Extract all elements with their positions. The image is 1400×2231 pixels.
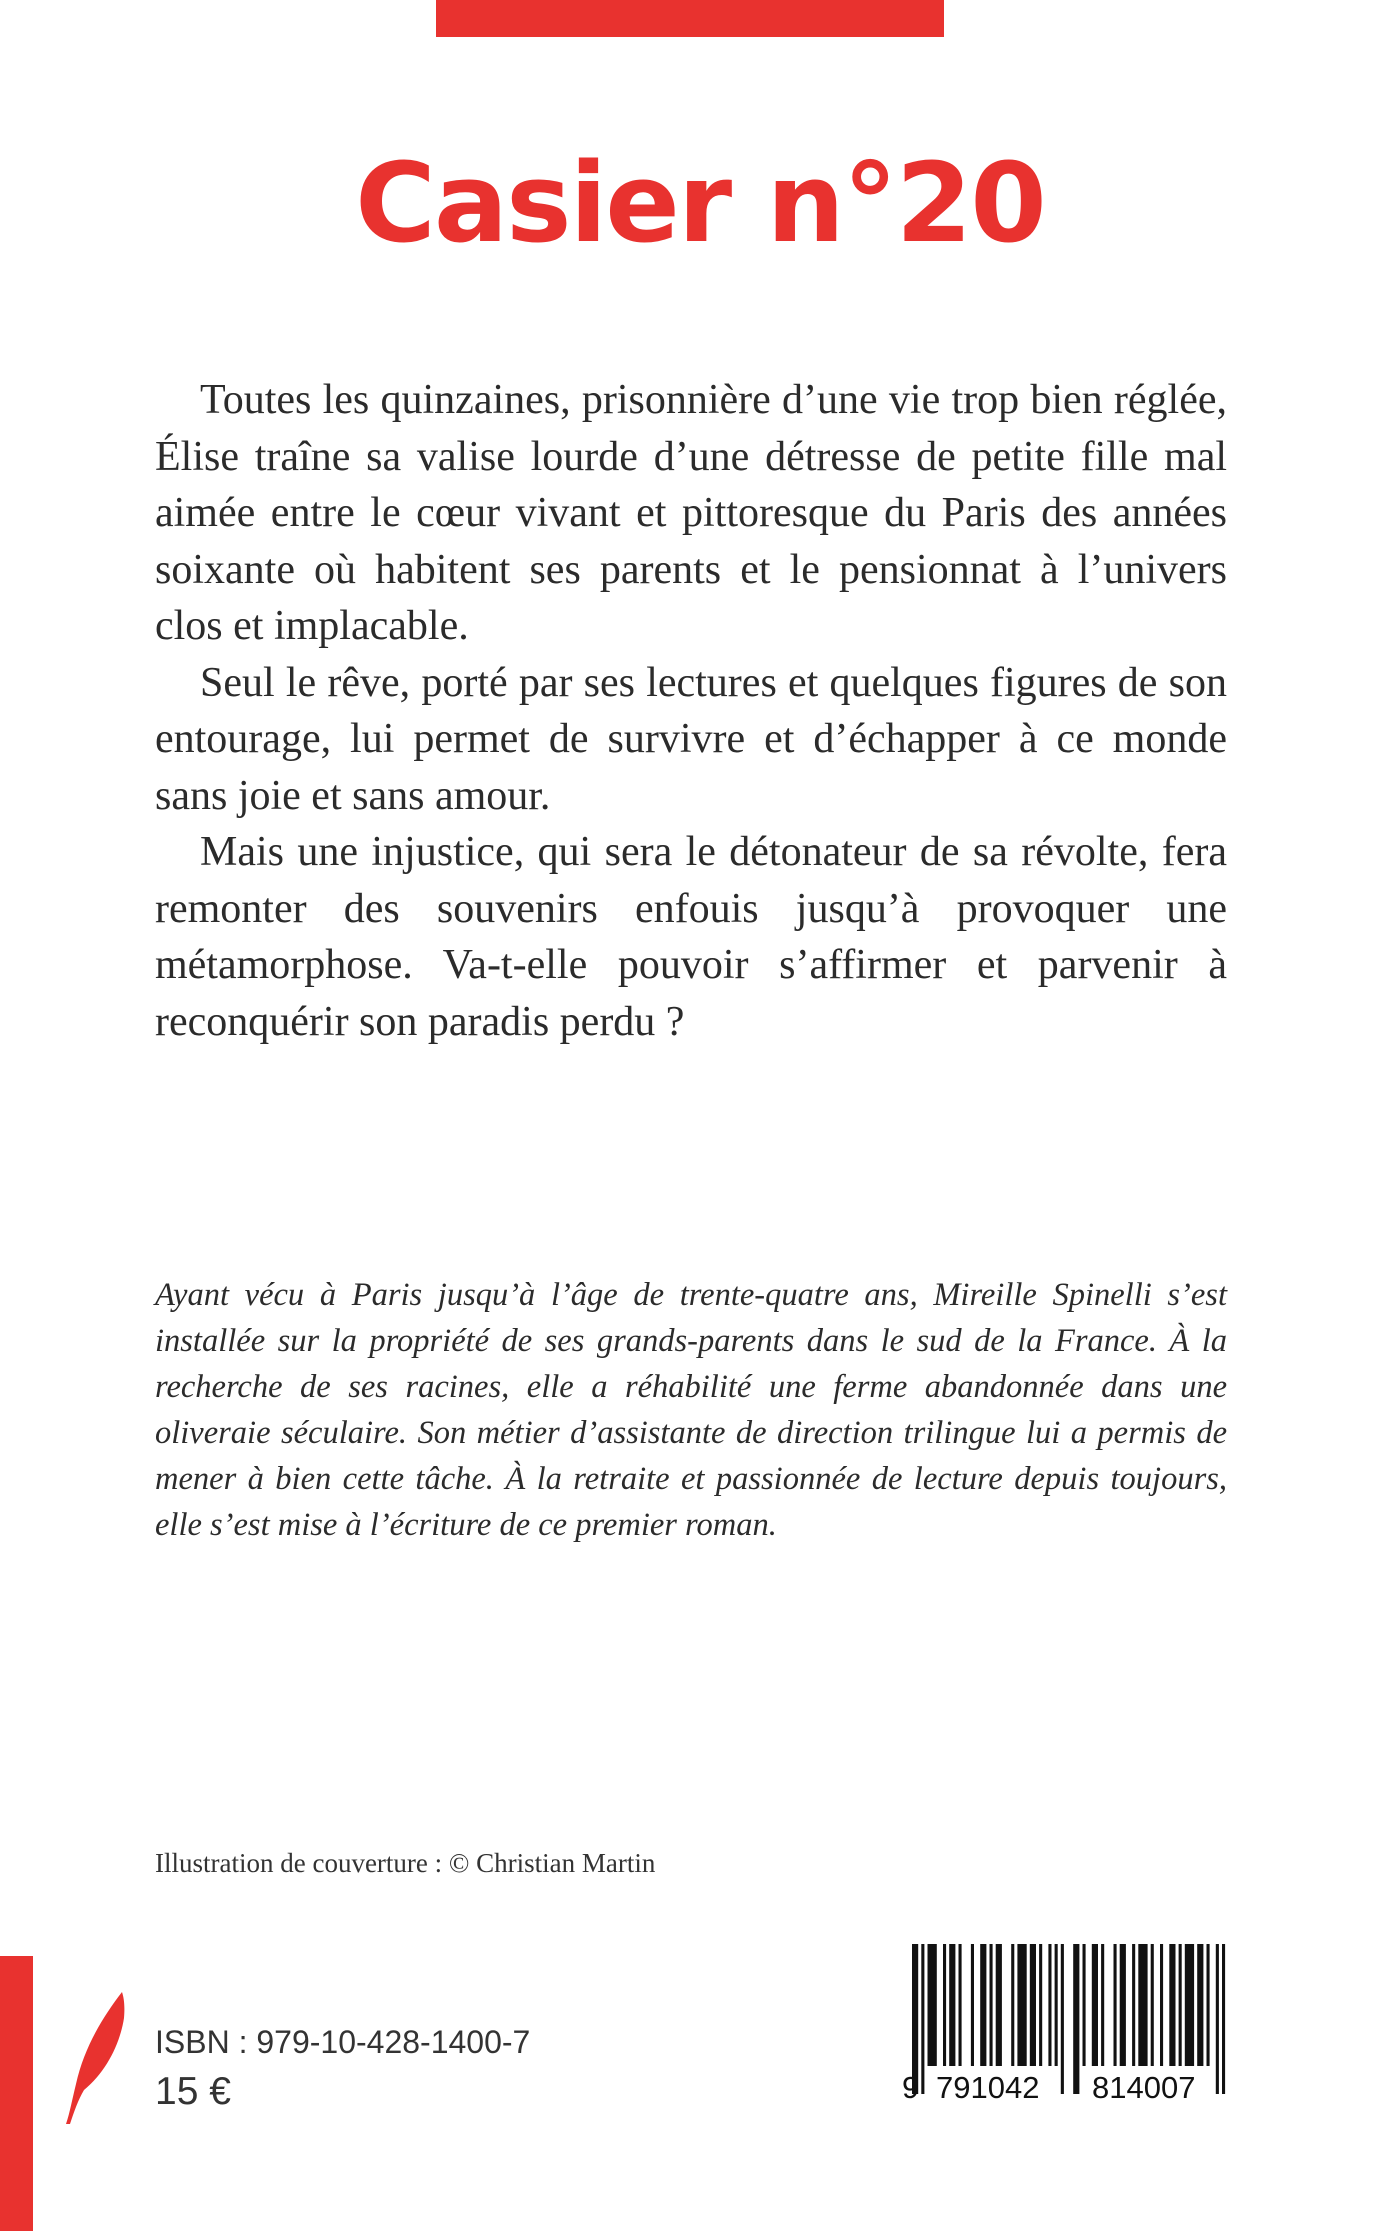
barcode-bar	[1207, 1944, 1210, 2066]
barcode-bar	[1039, 1944, 1042, 2066]
barcode-bar	[1055, 1944, 1058, 2066]
barcode-bar	[1011, 1944, 1014, 2066]
barcode-bar	[1179, 1944, 1182, 2066]
summary-paragraph-3: Mais une injustice, qui sera le détonateur de sa révolte, fera remonter des souvenirs enfouis jusqu’à provoquer une métamorphose. Va-t-elle pouvoir s’affirmer et parvenir à reconquérir son paradis perdu ?	[155, 829, 1227, 1045]
barcode-digits	[902, 2066, 1228, 2110]
barcode-bar	[996, 1944, 1002, 2066]
barcode-bar	[943, 1944, 946, 2066]
barcode-bar	[1017, 1944, 1026, 2066]
barcode-bar	[1120, 1944, 1126, 2066]
barcode-bar	[990, 1944, 993, 2066]
author-bio: Ayant vécu à Paris jusqu’à l’âge de trente-quatre ans, Mireille Spinelli s’est installée sur la propriété de ses grands-parents dans le sud de la France. À la recherche de ses racines, elle a réhabilité une ferme abandonnée dans une oliveraie séculaire. Son métier d’assistante de direction trilingue lui a permis de mener à bien cette tâche. À la retraite et passionnée de lecture depuis toujours, elle s’est mise à l’écriture de ce premier roman.	[155, 1277, 1227, 1543]
book-summary	[155, 372, 1227, 1050]
barcode-bar	[1092, 1944, 1098, 2066]
barcode-bar	[1132, 1944, 1135, 2066]
barcode-bar	[1138, 1944, 1147, 2066]
barcode-bar	[1185, 1944, 1194, 2066]
barcode-bar	[928, 1944, 937, 2066]
left-accent-bar	[0, 1956, 33, 2231]
summary-paragraph-2: Seul le rêve, porté par ses lectures et quelques figures de son entourage, lui permet de survivre et d’échapper à ce monde sans joie et sans amour.	[155, 659, 1227, 819]
barcode-bar	[1030, 1944, 1036, 2066]
barcode-left-group: 791042	[936, 2070, 1040, 2105]
top-accent-bar	[436, 0, 944, 37]
illustration-credit: Illustration de couverture : © Christian Martin	[155, 1848, 656, 1878]
barcode-right-group: 814007	[1092, 2070, 1196, 2105]
barcode-bar	[1169, 1944, 1175, 2066]
barcode-bar	[971, 1944, 974, 2066]
barcode-bar	[980, 1944, 986, 2066]
barcode-bar	[1048, 1944, 1051, 2066]
barcode-lead-digit: 9	[902, 2070, 920, 2105]
summary-paragraph-1: Toutes les quinzaines, prisonnière d’une vie trop bien réglée, Élise traîne sa valise lourde d’une détresse de petite fille mal aimée entre le cœur vivant et pittoresque du Paris des années soixante où habitent ses parents et le pensionnat à l’univers clos et implacable.	[155, 377, 1227, 649]
barcode-bar	[1197, 1944, 1203, 2066]
book-title: Casier n°20	[355, 139, 1045, 267]
barcode-bar	[1160, 1944, 1163, 2066]
barcode-bar	[1083, 1944, 1086, 2066]
book-price: 15 €	[155, 2070, 231, 2113]
barcode-bar	[949, 1944, 955, 2066]
barcode-bar	[959, 1944, 962, 2066]
barcode-bar	[1151, 1944, 1154, 2066]
red-feather-icon	[62, 1988, 132, 2128]
isbn-number: ISBN : 979-10-428-1400-7	[155, 2024, 531, 2060]
barcode-bar	[1101, 1944, 1104, 2066]
barcode-bar	[1114, 1944, 1117, 2066]
